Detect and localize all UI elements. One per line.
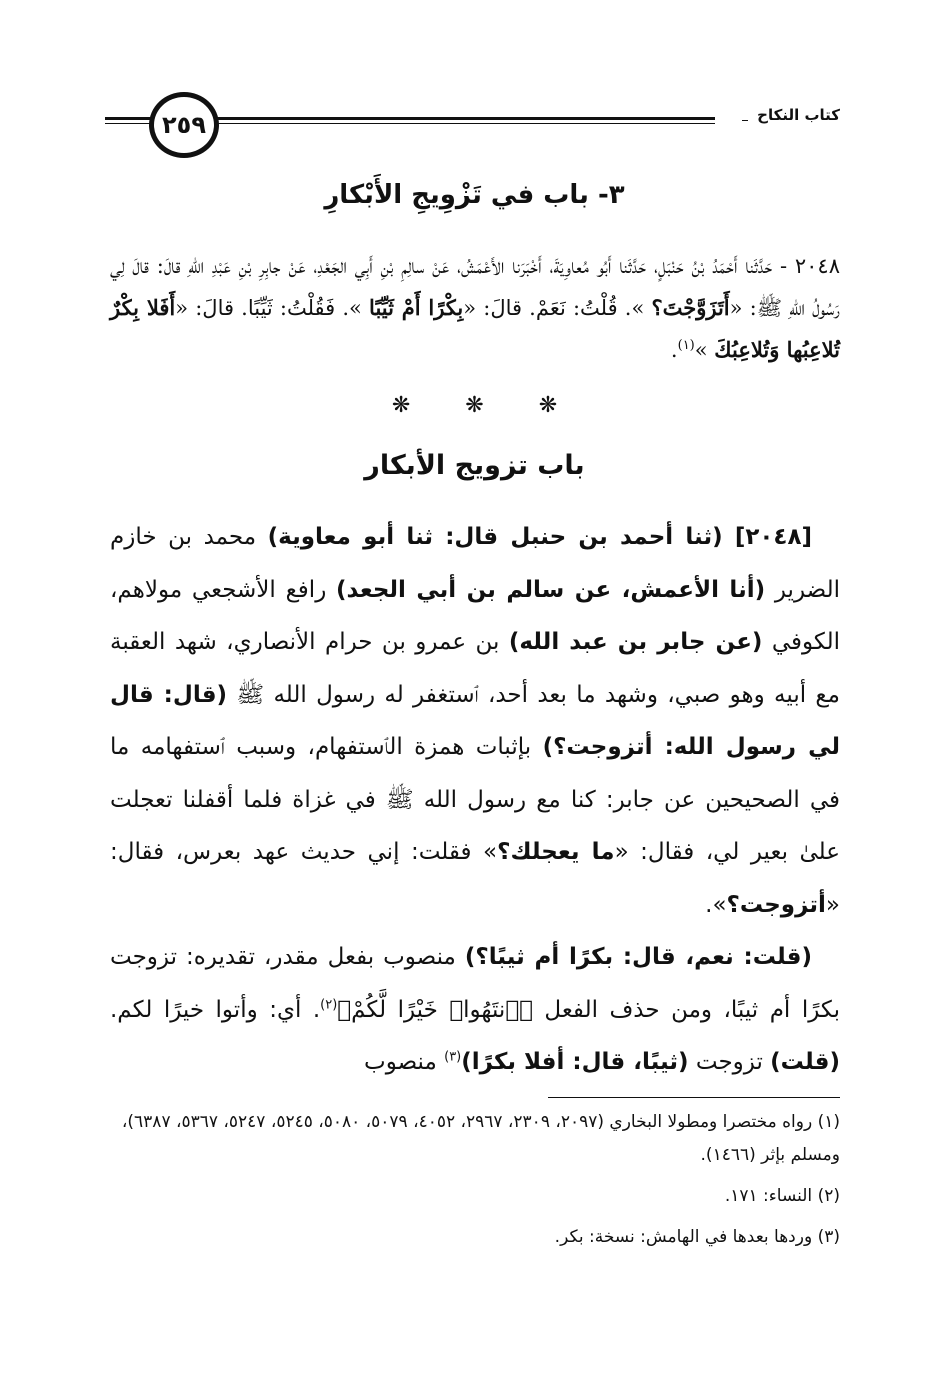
hadith-period: . [670,338,678,362]
hadith-mid-2: ». فَقُلْتُ: ثَيِّبًا. قالَ: « [175,296,370,320]
section-separator [0,393,949,418]
header-rule-left [105,117,155,124]
commentary-text: . أي: وأتوا خيرًا لكم. [110,996,321,1023]
book-title: كتاب النكاح [757,106,840,124]
commentary-bold: (قلت: نعم، قال: بكرًا أم ثيبًا؟) [464,944,812,970]
footnote-1 [105,1106,840,1172]
commentary-text: بإثبات همزة الٱستفهام، وسبب ٱستفهامه ما في الصحيحين عن جابر: كنا مع رسول الله ﷺ في غزاة فلما أقفلنا تعجلت علىٰ بعير لي، فقال: « [110,734,841,865]
commentary-text: رافع الأشجعي مولاهم، الكوفي [110,576,840,655]
header-rule-right [215,117,715,124]
footnote-3 [105,1221,840,1254]
commentary-paragraph-2 [110,931,840,1089]
hadith-text [110,246,840,371]
footnote-number: (٢) [817,1186,840,1206]
header-dash [742,120,748,121]
page-header [105,92,840,166]
hadith-end: » [694,338,715,362]
footnotes [105,1106,840,1262]
hadith-question-1: أَتَزَوَّجْتَ؟ [651,295,730,320]
commentary-bold: (قلت) [770,1049,840,1075]
footnote-marker-1[interactable]: (١) [677,338,695,353]
hadith-question-2: بِكْرًا أَمْ ثَيِّبًا [369,295,464,320]
page-number: ٢٥٩ [149,92,219,158]
footnote-text: النساء: ١٧١. [724,1186,813,1206]
commentary-body [110,511,840,1089]
commentary-bold: [٢٠٤٨] (ثنا أحمد بن حنبل قال: ثنا أبو معاوية) [267,524,813,550]
commentary-bold: ما يعجلك؟ [497,839,615,865]
hadith-intro: ٢٠٤٨ - حَدَّثَنا أَحْمَدُ بْنُ حَنْبَلٍ، حَدَّثَنا أَبُو مُعاوِيَةَ، أَخْبَرَنا الأَعْمَشُ، عَنْ سالِمِ بْنِ أَبِي الجَعْدِ، عَنْ جابِرِ بْنِ عَبْدِ اللهِ قالَ: قالَ لِي رَسُولُ اللهِ ﷺ: « [110,254,840,320]
footnote-text: وردها بعدها في الهامش: نسخة: بكر. [554,1227,813,1247]
star-ornament-icon: ❋ [391,393,411,418]
footnote-marker-3[interactable]: (٣) [444,1049,462,1065]
commentary-text: محمد بن خازم الضرير [110,524,840,603]
commentary-text: منصوب بفعل مقدر، تقديره: تزوجت بكرًا أم ثيبًا، ومن حذف الفعل ﴿ٱنتَهُوا۟ خَيْرًا لَّكُمْ﴾ [110,944,840,1023]
commentary-bold: (ثيبًا، قال: أفلا بكرًا) [461,1049,689,1075]
commentary-text: تزوجت [688,1049,771,1075]
hadith-question-3: أَفَلا بِكْرٌ تُلاعِبُها وَتُلاعِبُكَ [110,295,840,362]
commentary-text: ». [705,891,727,918]
star-ornament-icon: ❋ [465,393,484,418]
star-ornament-icon: ❋ [538,393,558,418]
commentary-text: » فقلت: إني حديث عهد بعرس، فقال: « [110,839,840,918]
commentary-text: بن عمرو بن حرام الأنصاري، شهد العقبة مع أبيه وهو صبي، وشهد ما بعد أحد، ٱستغفر له رسول الله ﷺ [110,629,840,708]
commentary-text: منصوب [364,1049,445,1075]
commentary-title: باب تزويج الأبكار [364,450,585,481]
commentary-bold: (أنا الأعمش، عن سالم بن أبي الجعد) [336,576,766,603]
chapter-title: ٣- باب في تَزْوِيجِ الأَبْكارِ [324,180,625,210]
hadith-mid-1: ». قُلْتُ: نَعَمْ. قالَ: « [463,296,652,320]
footnote-marker-2[interactable]: (٢) [320,996,338,1012]
footnote-text: رواه مختصرا ومطولا البخاري (٢٠٩٧، ٢٣٠٩، ٢٩٦٧، ٤٠٥٢، ٥٠٧٩، ٥٠٨٠، ٥٢٤٥، ٥٢٤٧، ٥٣٦٧، ٦٣٨٧)، ومسلم بإثر (١٤٦٦). [121,1112,840,1165]
footnote-divider [548,1097,840,1098]
footnote-2 [105,1180,840,1213]
commentary-bold: (قال: قال لي رسول الله: أتزوجت؟) [110,681,840,760]
footnote-number: (٣) [817,1227,840,1247]
commentary-bold: أتزوجت؟ [726,891,826,918]
footnote-number: (١) [817,1112,840,1132]
commentary-bold: (عن جابر بن عبد الله) [508,629,763,655]
commentary-paragraph-1 [110,511,840,931]
